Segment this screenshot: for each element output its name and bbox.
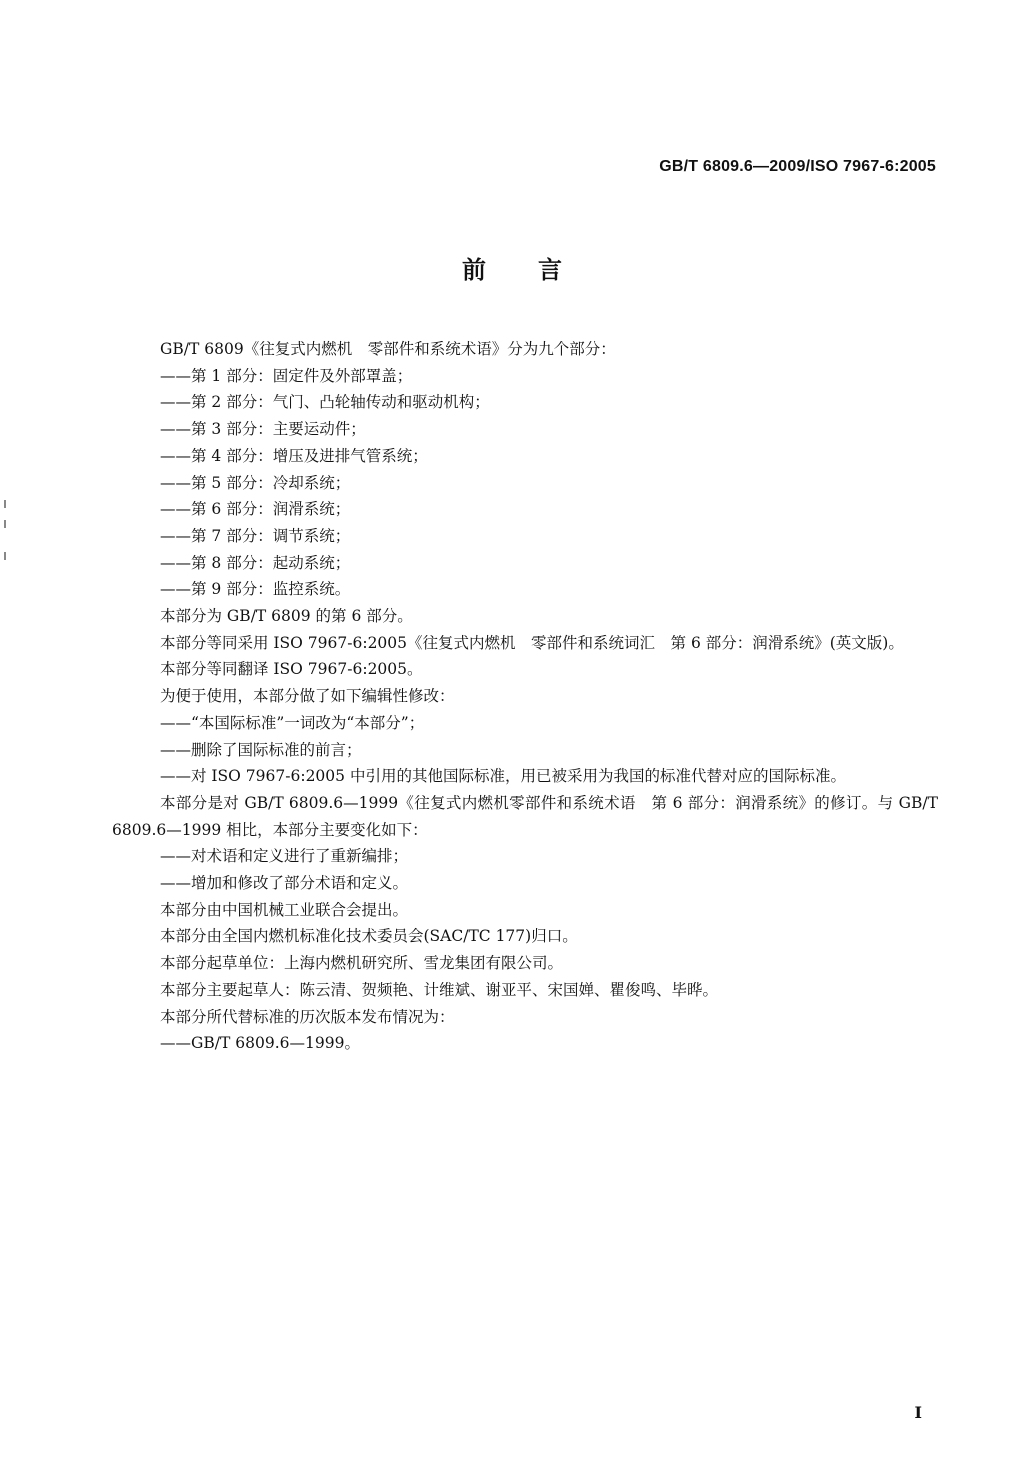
list-item-revision-2: ——增加和修改了部分术语和定义。 [160, 874, 409, 893]
list-item-change-1: ——“本国际标准”一词改为“本部分”； [160, 713, 425, 732]
list-item-part-7: ——第 7 部分：调节系统； [160, 526, 351, 545]
list-item-part-9: ——第 9 部分：监控系统。 [160, 580, 351, 599]
list-item-part-2: ——第 2 部分：气门、凸轮轴传动和驱动机构； [160, 393, 490, 412]
paragraph-previous-editions: 本部分所代替标准的历次版本发布情况为： [160, 1007, 455, 1026]
list-item-part-4: ——第 4 部分：增压及进排气管系统； [160, 446, 428, 465]
paragraph-editorial-changes: 为便于使用，本部分做了如下编辑性修改： [160, 687, 455, 706]
paragraph-drafting-units: 本部分起草单位：上海内燃机研究所、雪龙集团有限公司。 [160, 954, 564, 973]
list-item-previous-edition: ——GB/T 6809.6—1999。 [160, 1034, 360, 1053]
list-item-part-6: ——第 6 部分：润滑系统； [160, 500, 351, 519]
paragraph-translation: 本部分等同翻译 ISO 7967-6:2005。 [160, 660, 423, 679]
list-item-change-2: ——删除了国际标准的前言； [160, 740, 362, 759]
paragraph-revision: 本部分是对 GB/T 6809.6—1999《往复式内燃机零部件和系统术语 第 6 部分：润滑系统》的修订。与 GB/T 6809.6—1999 相比，本部分主要变化如下： [112, 793, 938, 839]
foreword-body [112, 336, 938, 1057]
scan-edge-mark [4, 500, 6, 508]
paragraph-technical-committee: 本部分由全国内燃机标准化技术委员会(SAC/TC 177)归口。 [160, 927, 578, 946]
paragraph-proposed-by: 本部分由中国机械工业联合会提出。 [160, 900, 409, 919]
page-title: 前言 [462, 256, 614, 284]
list-item-part-8: ——第 8 部分：起动系统； [160, 553, 351, 572]
scan-edge-mark [4, 520, 6, 528]
list-item-change-3: ——对 ISO 7967-6:2005 中引用的其他国际标准，用已被采用为我国的标准代替对应的国际标准。 [160, 767, 846, 786]
list-item-part-1: ——第 1 部分：固定件及外部罩盖； [160, 366, 413, 385]
page-number: I [914, 1403, 922, 1422]
paragraph-adoption: 本部分等同采用 ISO 7967-6:2005《往复式内燃机 零部件和系统词汇 第 6 部分：润滑系统》(英文版)。 [160, 633, 904, 652]
list-item-revision-1: ——对术语和定义进行了重新编排； [160, 847, 409, 866]
paragraph-intro: GB/T 6809《往复式内燃机 零部件和系统术语》分为九个部分： [160, 340, 616, 358]
standard-code-header: GB/T 6809.6—2009/ISO 7967-6:2005 [659, 158, 936, 175]
list-item-part-5: ——第 5 部分：冷却系统； [160, 473, 351, 492]
paragraph-part-statement: 本部分为 GB/T 6809 的第 6 部分。 [160, 607, 413, 626]
paragraph-drafters: 本部分主要起草人：陈云清、贺频艳、计维斌、谢亚平、宋国婵、瞿俊鸣、毕晔。 [160, 980, 719, 999]
list-item-part-3: ——第 3 部分：主要运动件； [160, 420, 366, 439]
scan-edge-mark [4, 552, 6, 560]
